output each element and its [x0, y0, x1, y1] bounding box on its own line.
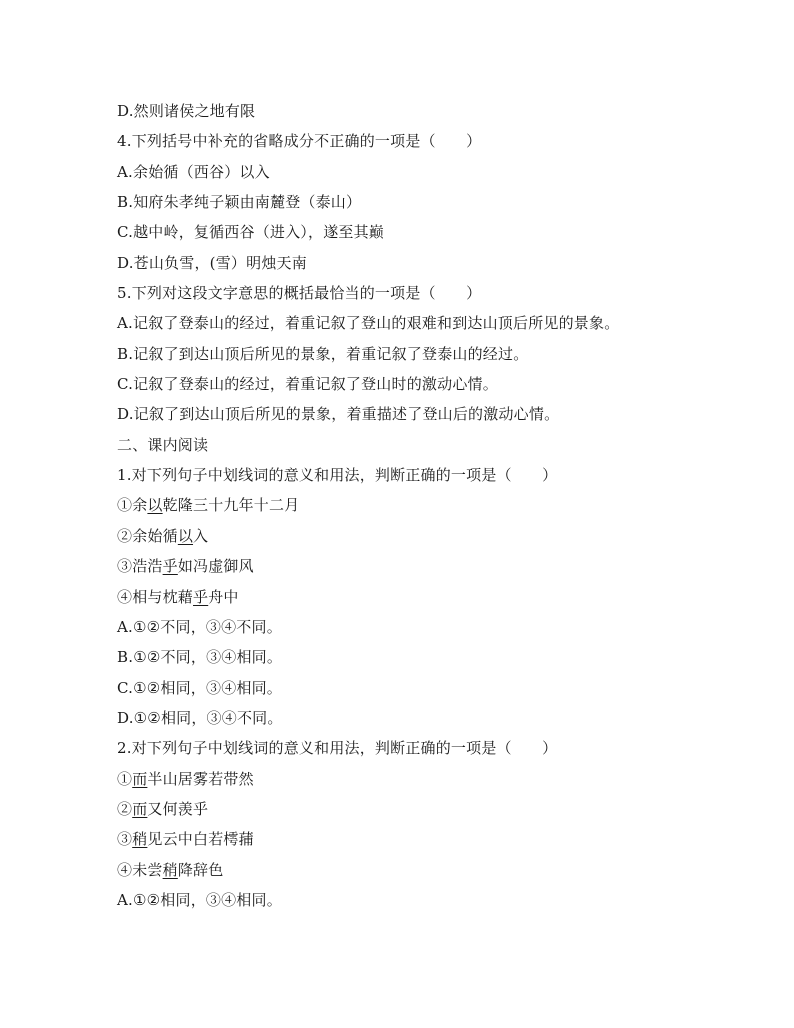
line-text: 1.对下列句子中划线词的意义和用法，判断正确的一项是（ ）: [117, 466, 558, 485]
text-line: [117, 885, 737, 915]
line-text: 见云中白若樗蒱: [147, 830, 254, 849]
line-text: A.记叙了登泰山的经过，着重记叙了登山的艰难和到达山顶后所见的景象。: [117, 314, 620, 333]
line-text: A.①②不同，③④不同。: [117, 617, 282, 636]
text-line: [117, 794, 737, 824]
line-text: A.余始循（西谷）以入: [117, 162, 270, 181]
underlined-word: 稍: [162, 860, 178, 879]
text-line: [117, 490, 737, 520]
text-line: [117, 733, 737, 763]
text-line: [117, 339, 737, 369]
line-text: 二、课内阅读: [117, 435, 209, 454]
line-text: 降辞色: [177, 860, 224, 879]
underlined-word: 而: [132, 799, 148, 818]
document-body: [117, 96, 737, 915]
line-text: 乾隆三十九年十二月: [162, 496, 300, 515]
text-line: [117, 824, 737, 854]
text-line: [117, 369, 737, 399]
line-text: B.记叙了到达山顶后所见的景象，着重记叙了登泰山的经过。: [117, 344, 529, 363]
line-text: 4.下列括号中补充的省略成分不正确的一项是（ ）: [117, 132, 482, 151]
text-line: [117, 582, 737, 612]
line-text: ①: [117, 769, 133, 788]
text-line: [117, 187, 737, 217]
text-line: [117, 703, 737, 733]
line-text: ③: [117, 830, 133, 849]
line-text: 又何羡乎: [147, 799, 209, 818]
text-line: [117, 673, 737, 703]
line-text: 5.下列对这段文字意思的概括最恰当的一项是（ ）: [117, 284, 482, 303]
line-text: D.记叙了到达山顶后所见的景象，着重描述了登山后的激动心情。: [117, 405, 560, 424]
line-text: D.然则诸侯之地有限: [117, 102, 256, 120]
text-line: [117, 430, 737, 460]
line-text: ④相与枕藉: [117, 587, 194, 606]
text-line: [117, 248, 737, 278]
text-line: [117, 157, 737, 187]
underlined-word: 以: [147, 496, 163, 515]
line-text: 2.对下列句子中划线词的意义和用法，判断正确的一项是（ ）: [117, 739, 558, 758]
text-line: [117, 96, 737, 126]
line-text: C.越中岭，复循西谷（进入），遂至其巅: [117, 223, 385, 242]
underlined-word: 而: [132, 769, 148, 788]
line-text: 舟中: [208, 587, 239, 606]
line-text: B.知府朱孝纯子颖由南麓登（泰山）: [117, 193, 362, 212]
text-line: [117, 278, 737, 308]
line-text: 入: [193, 526, 209, 545]
line-text: B.①②不同，③④相同。: [117, 648, 283, 667]
line-text: 如冯虚御风: [177, 557, 254, 576]
text-line: [117, 308, 737, 338]
underlined-word: 稍: [132, 830, 148, 849]
text-line: [117, 521, 737, 551]
underlined-word: 以: [177, 526, 194, 545]
line-text: D.①②相同，③④不同。: [117, 708, 283, 727]
line-text: A.①②相同，③④相同。: [117, 890, 282, 909]
line-text: ③浩浩: [117, 557, 163, 576]
text-line: [117, 217, 737, 247]
text-line: [117, 126, 737, 156]
line-text: 半山居雾若带然: [147, 769, 254, 788]
line-text: D.苍山负雪，(雪）明烛天南: [117, 253, 307, 272]
line-text: C.①②相同，③④相同。: [117, 678, 283, 697]
line-text: ④未尝: [117, 860, 163, 879]
line-text: ②余始循: [117, 526, 178, 545]
line-text: ②: [117, 799, 133, 818]
underlined-word: 乎: [162, 557, 178, 576]
line-text: ①余: [117, 496, 148, 515]
text-line: [117, 764, 737, 794]
text-line: [117, 612, 737, 642]
underlined-word: 乎: [193, 587, 209, 606]
text-line: [117, 855, 737, 885]
text-line: [117, 551, 737, 581]
line-text: C.记叙了登泰山的经过，着重记叙了登山时的激动心情。: [117, 375, 498, 394]
text-line: [117, 460, 737, 490]
text-line: [117, 642, 737, 672]
text-line: [117, 399, 737, 429]
